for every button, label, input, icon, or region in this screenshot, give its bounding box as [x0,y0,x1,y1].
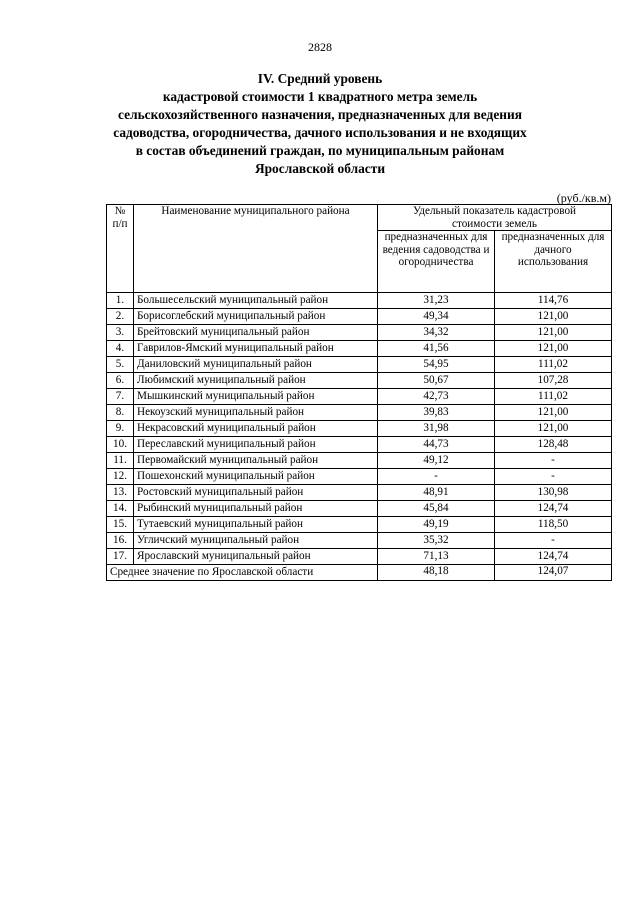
dacha-value: 121,00 [495,341,612,357]
dacha-value: 124,74 [495,549,612,565]
gardening-value: 71,13 [378,549,495,565]
gardening-value: 48,91 [378,485,495,501]
header-indicator: Удельный показатель кадастровой стоимости земель [378,205,612,231]
gardening-value: - [378,469,495,485]
row-number: 12. [107,469,134,485]
table-row [107,453,612,469]
district-name: Некрасовский муниципальный район [134,421,378,437]
title-line: Ярославской области [254,161,386,176]
table-row [107,533,612,549]
table-row [107,293,612,309]
row-number: 15. [107,517,134,533]
gardening-value: 49,12 [378,453,495,469]
header-num: № п/п [107,205,134,293]
dacha-value: 130,98 [495,485,612,501]
row-number: 13. [107,485,134,501]
title-line: в состав объединений граждан, по муниципальным районам [135,143,505,158]
table-row [107,405,612,421]
gardening-value: 31,23 [378,293,495,309]
table-row [107,517,612,533]
gardening-value: 42,73 [378,389,495,405]
district-name: Угличский муниципальный район [134,533,378,549]
dacha-value: - [495,469,612,485]
gardening-value: 41,56 [378,341,495,357]
gardening-value: 49,34 [378,309,495,325]
page-number: 2828 [308,40,332,54]
district-name: Мышкинский муниципальный район [134,389,378,405]
row-number: 11. [107,453,134,469]
table-row [107,341,612,357]
gardening-value: 54,95 [378,357,495,373]
table-row [107,421,612,437]
average-row [107,565,612,581]
gardening-value: 39,83 [378,405,495,421]
table-row [107,501,612,517]
row-number: 1. [107,293,134,309]
row-number: 7. [107,389,134,405]
header-name: Наименование муниципального района [134,205,378,293]
row-number: 10. [107,437,134,453]
district-name: Первомайский муниципальный район [134,453,378,469]
district-name: Брейтовский муниципальный район [134,325,378,341]
title-line: садоводства, огородничества, дачного использования и не входящих [113,125,527,140]
gardening-value: 49,19 [378,517,495,533]
dacha-value: 114,76 [495,293,612,309]
header-dacha: предназначенных для дачного использования [495,231,612,293]
table-row [107,325,612,341]
district-name: Ярославский муниципальный район [134,549,378,565]
title-line: IV. Средний уровень [257,71,383,86]
row-number: 14. [107,501,134,517]
dacha-value: - [495,453,612,469]
document-title [100,70,540,178]
dacha-value: 107,28 [495,373,612,389]
row-number: 4. [107,341,134,357]
gardening-value: 45,84 [378,501,495,517]
row-number: 5. [107,357,134,373]
gardening-value: 35,32 [378,533,495,549]
dacha-value: 111,02 [495,357,612,373]
district-name: Пошехонский муниципальный район [134,469,378,485]
dacha-value: 111,02 [495,389,612,405]
row-number: 9. [107,421,134,437]
row-number: 8. [107,405,134,421]
district-name: Рыбинский муниципальный район [134,501,378,517]
title-line: кадастровой стоимости 1 квадратного метра земель [162,89,478,104]
gardening-value: 50,67 [378,373,495,389]
district-name: Некоузский муниципальный район [134,405,378,421]
row-number: 3. [107,325,134,341]
dacha-value: 121,00 [495,405,612,421]
table-row [107,389,612,405]
table-row [107,373,612,389]
district-name: Борисоглебский муниципальный район [134,309,378,325]
dacha-value: - [495,533,612,549]
district-name: Гаврилов-Ямский муниципальный район [134,341,378,357]
average-gardening-value: 48,18 [378,565,495,581]
gardening-value: 44,73 [378,437,495,453]
row-number: 2. [107,309,134,325]
dacha-value: 121,00 [495,325,612,341]
row-number: 16. [107,533,134,549]
row-number: 6. [107,373,134,389]
dacha-value: 118,50 [495,517,612,533]
table-row [107,549,612,565]
district-name: Любимский муниципальный район [134,373,378,389]
row-number: 17. [107,549,134,565]
table-row [107,309,612,325]
district-name: Большесельский муниципальный район [134,293,378,309]
table-row [107,357,612,373]
title-line: сельскохозяйственного назначения, предназначенных для ведения [118,107,522,122]
district-name: Переславский муниципальный район [134,437,378,453]
average-dacha-value: 124,07 [495,565,612,581]
district-name: Ростовский муниципальный район [134,485,378,501]
district-name: Тутаевский муниципальный район [134,517,378,533]
gardening-value: 31,98 [378,421,495,437]
gardening-value: 34,32 [378,325,495,341]
table-row [107,485,612,501]
dacha-value: 121,00 [495,421,612,437]
header-gardening: предназначенных для ведения садоводства и огородничества [378,231,495,293]
table-row [107,469,612,485]
dacha-value: 128,48 [495,437,612,453]
dacha-value: 124,74 [495,501,612,517]
district-name: Даниловский муниципальный район [134,357,378,373]
cadastral-value-table [106,204,612,581]
unit-label: (руб./кв.м) [556,191,611,205]
average-label: Среднее значение по Ярославской области [107,565,378,581]
table-row [107,437,612,453]
dacha-value: 121,00 [495,309,612,325]
